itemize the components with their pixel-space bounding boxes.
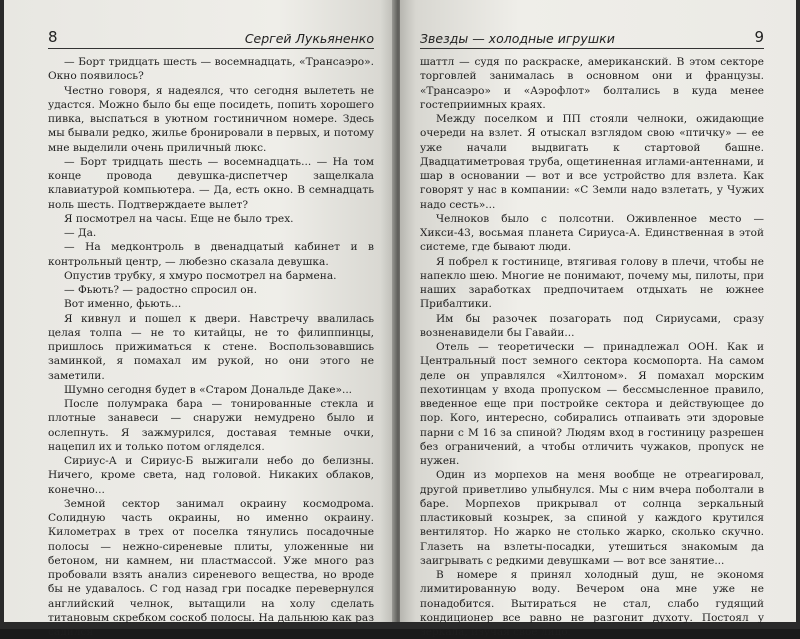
paragraph: Шумно сегодня будет в «Старом Дональде Даке»... bbox=[64, 383, 353, 396]
paragraph: В номере я принял холодный душ, не экономя лимитированную воду. Вечером она мне уже не понадобится. Вытираться не стал, слабо гудящий кондиционер все равно не разгонит духоту. Постоял у зеркала, изучая свое лицо. bbox=[420, 569, 764, 638]
right-page-header bbox=[420, 28, 764, 49]
paragraph: Челноков было с полсотни. Оживленное место — Хикси-43, восьмая планета Сириуса-А. Единственная в этой системе, где бывают люди. bbox=[420, 212, 764, 254]
left-page-text bbox=[48, 55, 374, 639]
paragraph: Я кивнул и пошел к двери. Навстречу ввалилась целая толпа — не то китайцы, не то филиппинцы, пришлось прижиматься к стене. Воспользовавшись заминкой, я помахал им рукой, но они этого не заметили. bbox=[48, 312, 374, 382]
paragraph: — На медконтроль в двенадцатый кабинет и в контрольный центр, — любезно сказала девушка. bbox=[48, 241, 374, 268]
paragraph: Честно говоря, я надеялся, что сегодня вылететь не удастся. Можно было бы еще посидеть, попить хорошего пивка, выспаться в уютном гостиничном номере. Здесь мы бывали редко, жилье бронировали в первых, и потому мне выделили очень приличный люкс. bbox=[48, 84, 374, 154]
paragraph: После полумрака бара — тонированные стекла и плотные занавеси — снаружи немудрено было и ослепнуть. Я зажмурился, доставая темные очки, нацепил их и только потом огляделся. bbox=[48, 398, 374, 453]
paragraph: шаттл — судя по раскраске, американский. В этом секторе торговлей занималась в основном они и французы. «Трансаэро» и «Аэрофлот» болтались в куда менее гостеприимных краях. bbox=[420, 56, 764, 111]
paragraph: — Да. bbox=[64, 227, 97, 239]
paragraph: Я побрел к гостинице, втягивая голову в плечи, чтобы не напекло шею. Многие не понимают, почему мы, пилоты, при наших заработках предпочитаем отдыхать не южнее Прибалтики. bbox=[420, 255, 764, 311]
paragraph: Я посмотрел на часы. Еще не было трех. bbox=[64, 212, 294, 225]
right-page-text bbox=[420, 55, 764, 639]
right-running-head: Звезды — холодные игрушки bbox=[420, 31, 615, 46]
left-page bbox=[4, 0, 396, 638]
paragraph: Сириус-А и Сириус-Б выжигали небо до белизны. Ничего, кроме света, над головой. Никаких облаков, конечно... bbox=[48, 455, 374, 496]
paragraph: — Борт тридцать шесть — восемнадцать... — На том конце провода девушка-диспетчер защелкала клавиатурой компьютера. — Да, есть окно. В семнадцать ноль шесть. Подтверждаете вылет? bbox=[48, 155, 374, 211]
paragraph: Земной сектор занимал окраину космодрома. Солидную часть окраины, но именно окраину. Километрах в трех от поселка тянулись посадочные полосы — нежно-сиреневые плиты, уложенные ни бетоном, ни камнем, ни пластмассой. Уже много раз пробовали взять анализ сиреневого вещества, но вроде бы не удавалось. С год назад гри посадке перевернулся английский челнок, вытащили на холу сделать титановым скребком соскоб полосы. На дальнюю как раз садился bbox=[48, 497, 374, 638]
paragraph: — Фьють? — радостно спросил он. bbox=[64, 284, 258, 296]
right-page bbox=[400, 0, 796, 638]
paragraph: Вот именно, фьють... bbox=[64, 298, 182, 311]
paragraph: Один из морпехов на меня вообще не отреагировал, другой приветливо улыбнулся. Мы с ним вчера поболтали в баре. Морпехов прикрывал от солнца зеркальный пластиковый козырек, за спиной у каждого крутился вентилятор. Но жарко не столько жарко, сколько скучно. Глазеть на взлеты-посадки, утешиться знакомым да заигрывать с редкими девушками — вот все занятие... bbox=[420, 469, 764, 567]
paragraph: — Борт тридцать шесть — восемнадцать, «Трансаэро». Окно появилось? bbox=[48, 56, 374, 83]
right-page-number: 9 bbox=[754, 28, 764, 46]
paragraph: Им бы разочек позагорать под Сириусами, сразу возненавидели бы Гавайи... bbox=[420, 312, 764, 339]
left-page-header bbox=[48, 28, 374, 49]
paragraph: Между поселком и ПП стояли челноки, ожидающие очереди на взлет. Я отыскал взглядом свою «птичку» — ее уже начали выдвигать к стартовой башне. Двадцатиметровая труба, ощетиненная иглами-антеннами, и шар в основании — вот и все устройство для взлета. Как говорят у нас в компании: «С Земли надо взлетать, у Чужих надо сесть»... bbox=[420, 113, 764, 211]
paragraph: Отель — теоретически — принадлежал ООН. Как и Центральный пост земного сектора космопорта. На самом деле он управлялся «Хилтоном». Я помахал морским пехотинцам у входа пропуском — бессмысленное правило, введенное еще при постройке сектора и действующее до пор. Кого, интересно, собирались отпаивать эти здоровые парни с М 16 за спиной? Людям вход в гостиницу разрешен без ограничений, а чтобы отличить чужаков, пропуск не нужен. bbox=[420, 341, 764, 467]
left-running-head: Сергей Лукьяненко bbox=[244, 31, 374, 46]
paragraph: Опустив трубку, я хмуро посмотрел на барменa. bbox=[64, 269, 337, 282]
left-page-number: 8 bbox=[48, 28, 58, 46]
